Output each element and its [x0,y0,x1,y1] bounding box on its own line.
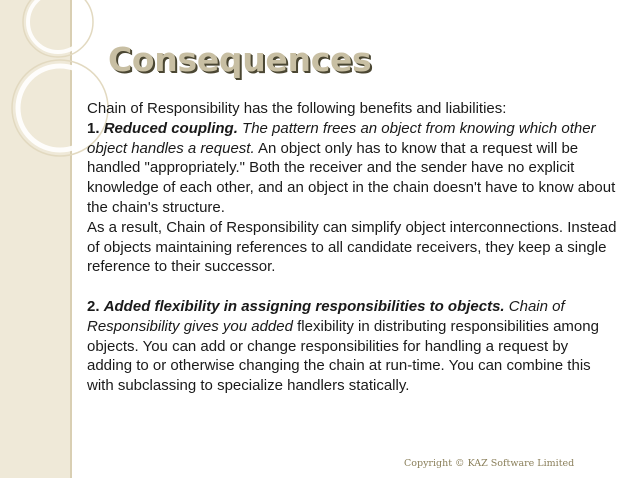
point-1 [87,119,617,218]
copyright-footer: Copyright © KAZ Software Limited [404,458,575,469]
point-2-heading: Added flexibility in assigning responsibilities to objects. [103,297,505,315]
point-1-number: 1. [87,119,100,137]
spacer [87,277,617,297]
point-2-number: 2. [87,297,100,315]
point-1-italic-text: The pattern frees an object from knowing which other object handles a request. [87,119,596,157]
slide-body [87,99,617,396]
point-1-text: An object only has to know that a request will be handled "appropriately." Both the receiver and the sender have no explicit knowledge of each other, and an object in the chain doesn't have to know about the chain's structure. [87,139,616,216]
point-1-heading: Reduced coupling. [103,119,238,137]
point-2-italic-text: Chain of Responsibility gives you added [87,297,565,335]
slide-title: Consequences [108,40,372,79]
point-2-text: flexibility in distributing responsibilities among objects. You can add or change responsibilities for handling a request by adding to or otherwise changing the chain at run-time. You can combine this with subclassing to specialize handlers statically. [87,317,599,395]
intro-text: Chain of Responsibility has the following benefits and liabilities: [87,100,507,117]
paragraph-2: As a result, Chain of Responsibility can simplify object interconnections. Instead of objects maintaining references to all candidate receivers, they keep a single reference to their successor. [87,218,617,276]
point-2 [87,297,617,396]
